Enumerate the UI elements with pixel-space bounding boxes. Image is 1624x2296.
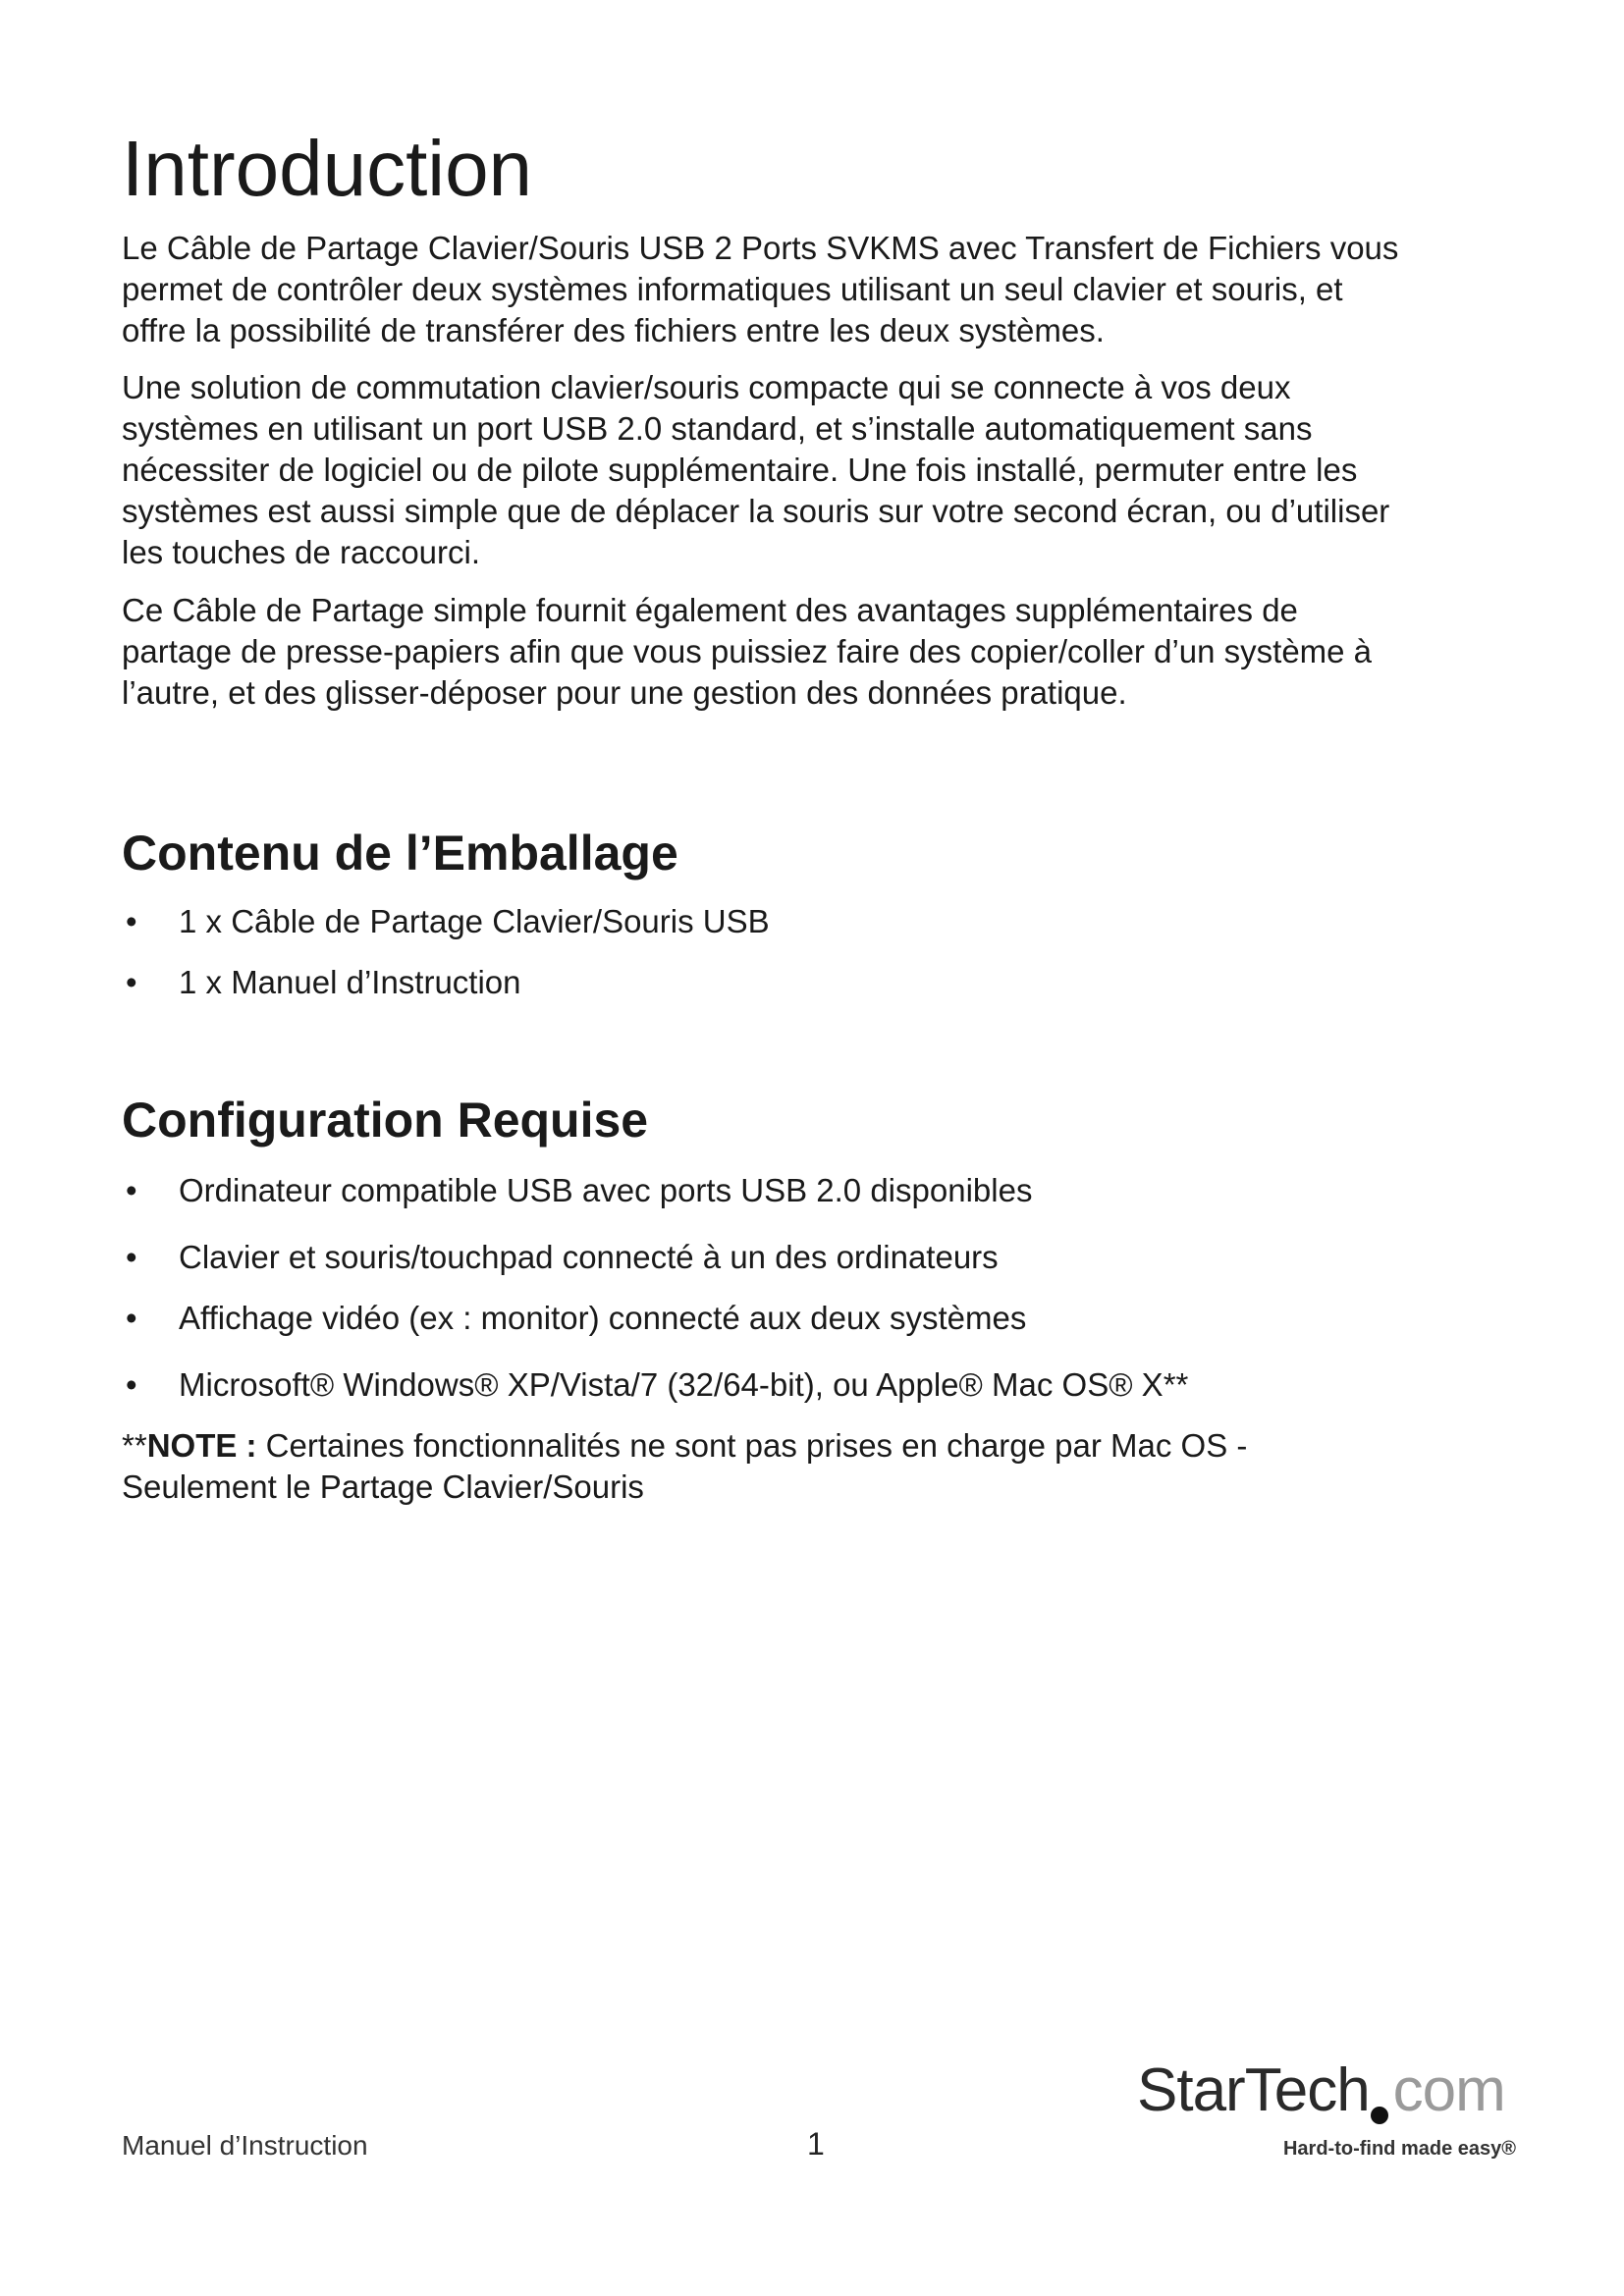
- text-line: les touches de raccourci.: [122, 534, 481, 570]
- intro-paragraph-1: [122, 228, 1516, 351]
- logo-text-dark: StarTech: [1137, 2056, 1370, 2124]
- text-line: nécessiter de logiciel ou de pilote supplémentaire. Une fois installé, permuter entre les: [122, 452, 1358, 488]
- list-item: [122, 962, 1516, 1003]
- list-item-text: Microsoft® Windows® XP/Vista/7 (32/64-bit), ou Apple® Mac OS® X**: [179, 1366, 1189, 1403]
- package-heading: Contenu de l’Emballage: [122, 826, 678, 881]
- logo-dot-icon: [1371, 2107, 1388, 2124]
- bullet-icon: •: [126, 1172, 137, 1208]
- page-title: Introduction: [122, 125, 533, 212]
- note-block: [122, 1425, 1516, 1508]
- bullet-icon: •: [126, 964, 137, 1000]
- text-line: permet de contrôler deux systèmes informatiques utilisant un seul clavier et souris, et: [122, 271, 1343, 307]
- footer-manual-title: Manuel d’Instruction: [122, 2130, 368, 2161]
- logo-tagline: Hard-to-find made easy®: [1282, 2138, 1516, 2160]
- text-line: Le Câble de Partage Clavier/Souris USB 2 Ports SVKMS avec Transfert de Fichiers vous: [122, 230, 1399, 266]
- page-number: 1: [807, 2126, 825, 2162]
- list-item: [122, 1298, 1516, 1339]
- list-item-text: Clavier et souris/touchpad connecté à un des ordinateurs: [179, 1239, 999, 1275]
- startech-logo: [1137, 2056, 1530, 2173]
- list-item: [122, 901, 1516, 942]
- intro-paragraph-3: [122, 590, 1516, 714]
- logo-wordmark: [1137, 2056, 1505, 2125]
- note-prefix: **: [122, 1427, 147, 1464]
- bullet-icon: •: [126, 1300, 137, 1336]
- bullet-icon: •: [126, 1239, 137, 1275]
- intro-paragraph-2: [122, 367, 1516, 573]
- requirements-heading: Configuration Requise: [122, 1093, 649, 1148]
- text-line: Ce Câble de Partage simple fournit également des avantages supplémentaires de: [122, 592, 1298, 628]
- text-line: systèmes en utilisant un port USB 2.0 standard, et s’installe automatiquement sans: [122, 410, 1313, 447]
- list-item-text: 1 x Câble de Partage Clavier/Souris USB: [179, 903, 770, 939]
- text-line: partage de presse-papiers afin que vous puissiez faire des copier/coller d’un système à: [122, 633, 1373, 669]
- logo-text-light: com: [1392, 2056, 1505, 2124]
- note-text-line: Seulement le Partage Clavier/Souris: [122, 1468, 644, 1505]
- bullet-icon: •: [126, 903, 137, 939]
- list-item-text: 1 x Manuel d’Instruction: [179, 964, 521, 1000]
- package-list: [122, 901, 1516, 1003]
- text-line: systèmes est aussi simple que de déplacer la souris sur votre second écran, ou d’utiliser: [122, 493, 1390, 529]
- list-item: [122, 1237, 1516, 1278]
- bullet-icon: •: [126, 1366, 137, 1403]
- text-line: offre la possibilité de transférer des fichiers entre les deux systèmes.: [122, 312, 1105, 348]
- list-item-text: Ordinateur compatible USB avec ports USB 2.0 disponibles: [179, 1172, 1033, 1208]
- text-line: Une solution de commutation clavier/souris compacte qui se connecte à vos deux: [122, 369, 1291, 405]
- text-line: l’autre, et des glisser-déposer pour une gestion des données pratique.: [122, 674, 1127, 711]
- list-item: [122, 1170, 1516, 1211]
- list-item-text: Affichage vidéo (ex : monitor) connecté aux deux systèmes: [179, 1300, 1027, 1336]
- requirements-list: [122, 1170, 1516, 1406]
- list-item: [122, 1364, 1516, 1406]
- note-label: NOTE :: [146, 1427, 257, 1464]
- note-text-line: Certaines fonctionnalités ne sont pas prises en charge par Mac OS -: [256, 1427, 1248, 1464]
